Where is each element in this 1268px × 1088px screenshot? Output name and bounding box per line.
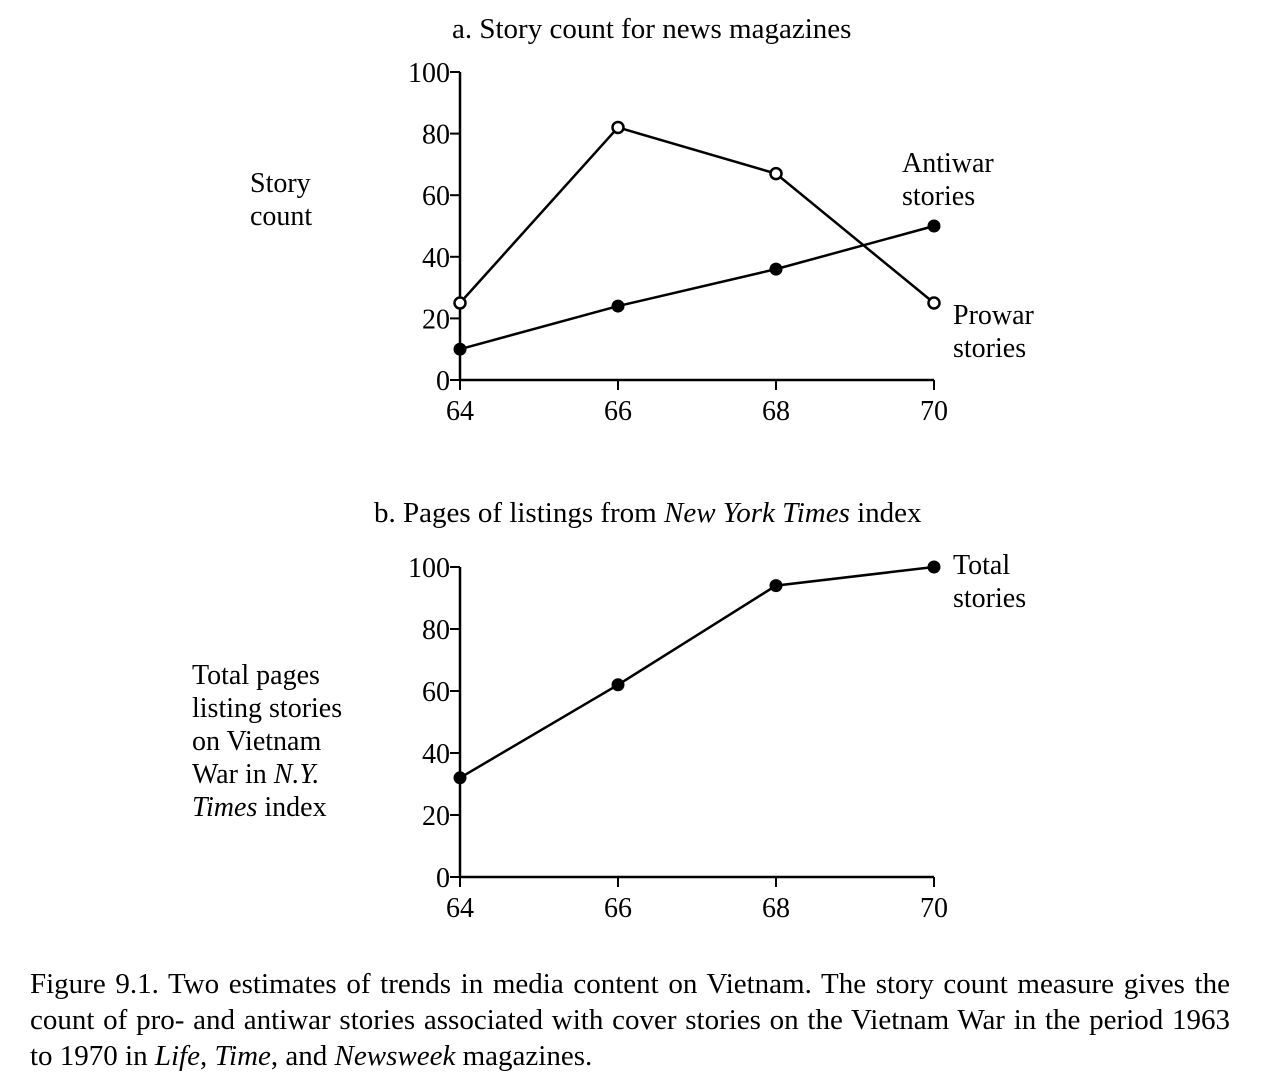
- y-tick-label: 100: [408, 58, 450, 89]
- data-point-total-stories: [928, 561, 941, 574]
- x-tick-label: 68: [762, 893, 790, 924]
- y-tick-label: 0: [436, 366, 450, 397]
- y-axis-label-line: Total pages: [192, 660, 320, 691]
- x-tick-label: 70: [920, 396, 948, 427]
- y-tick-label: 80: [422, 119, 450, 151]
- data-point-prowar-stories: [613, 122, 624, 133]
- x-tick-label: 66: [604, 396, 632, 427]
- x-tick-label: 64: [446, 396, 474, 427]
- x-tick-label: 64: [446, 893, 474, 924]
- data-point-total-stories: [770, 579, 783, 592]
- y-tick-label: 40: [422, 739, 450, 770]
- y-tick-label: 20: [422, 304, 450, 336]
- y-axis-label-line: War in N.Y.: [192, 759, 320, 790]
- series-line-prowar-stories: [460, 127, 934, 303]
- data-point-prowar-stories: [771, 168, 782, 179]
- data-point-antiwar-stories: [612, 300, 625, 313]
- y-tick-label: 60: [422, 181, 450, 213]
- y-tick-label: 60: [422, 677, 450, 708]
- x-tick-label: 68: [762, 396, 790, 427]
- chart-b: [192, 497, 1026, 924]
- x-tick-label: 70: [920, 893, 948, 924]
- y-tick-label: 100: [408, 553, 450, 584]
- data-point-antiwar-stories: [454, 343, 467, 356]
- y-axis-label-line: listing stories: [192, 693, 343, 724]
- y-tick-label: 40: [422, 242, 450, 274]
- data-point-total-stories: [612, 678, 625, 691]
- x-tick-label: 66: [604, 893, 632, 924]
- y-tick-label: 0: [436, 863, 450, 894]
- y-axis-label-line: on Vietnam: [192, 726, 322, 757]
- data-point-prowar-stories: [929, 298, 940, 309]
- series-label-total-stories: Total: [953, 550, 1011, 581]
- data-point-prowar-stories: [455, 298, 466, 309]
- y-tick-label: 80: [422, 615, 450, 646]
- data-point-antiwar-stories: [770, 263, 783, 276]
- y-axis-label-line: count: [250, 201, 313, 232]
- chart-title: b. Pages of listings from New York Times index: [374, 497, 922, 529]
- y-tick-label: 20: [422, 801, 450, 832]
- chart-title: a. Story count for news magazines: [452, 13, 852, 45]
- data-point-total-stories: [454, 771, 467, 784]
- figure-caption: Figure 9.1. Two estimates of trends in media content on Vietnam. The story count measure gives the count of pro- and antiwar stories associated with cover stories on the Vietnam War in the period 1963 to 1970 in Life, Time, and Newsweek magazines.: [30, 968, 1230, 1072]
- series-label-antiwar-stories: Antiwar: [902, 148, 994, 179]
- series-label-prowar-stories: Prowar: [953, 300, 1034, 331]
- y-axis-label-line: Story: [250, 168, 311, 199]
- series-label-total-stories: stories: [953, 583, 1027, 614]
- series-line-antiwar-stories: [460, 226, 934, 349]
- data-point-antiwar-stories: [928, 220, 941, 233]
- series-line-total-stories: [460, 567, 934, 778]
- series-label-antiwar-stories: stories: [902, 181, 976, 212]
- y-axis-label-line: Times index: [192, 792, 327, 823]
- series-label-prowar-stories: stories: [953, 333, 1027, 364]
- chart-a: [250, 13, 1035, 427]
